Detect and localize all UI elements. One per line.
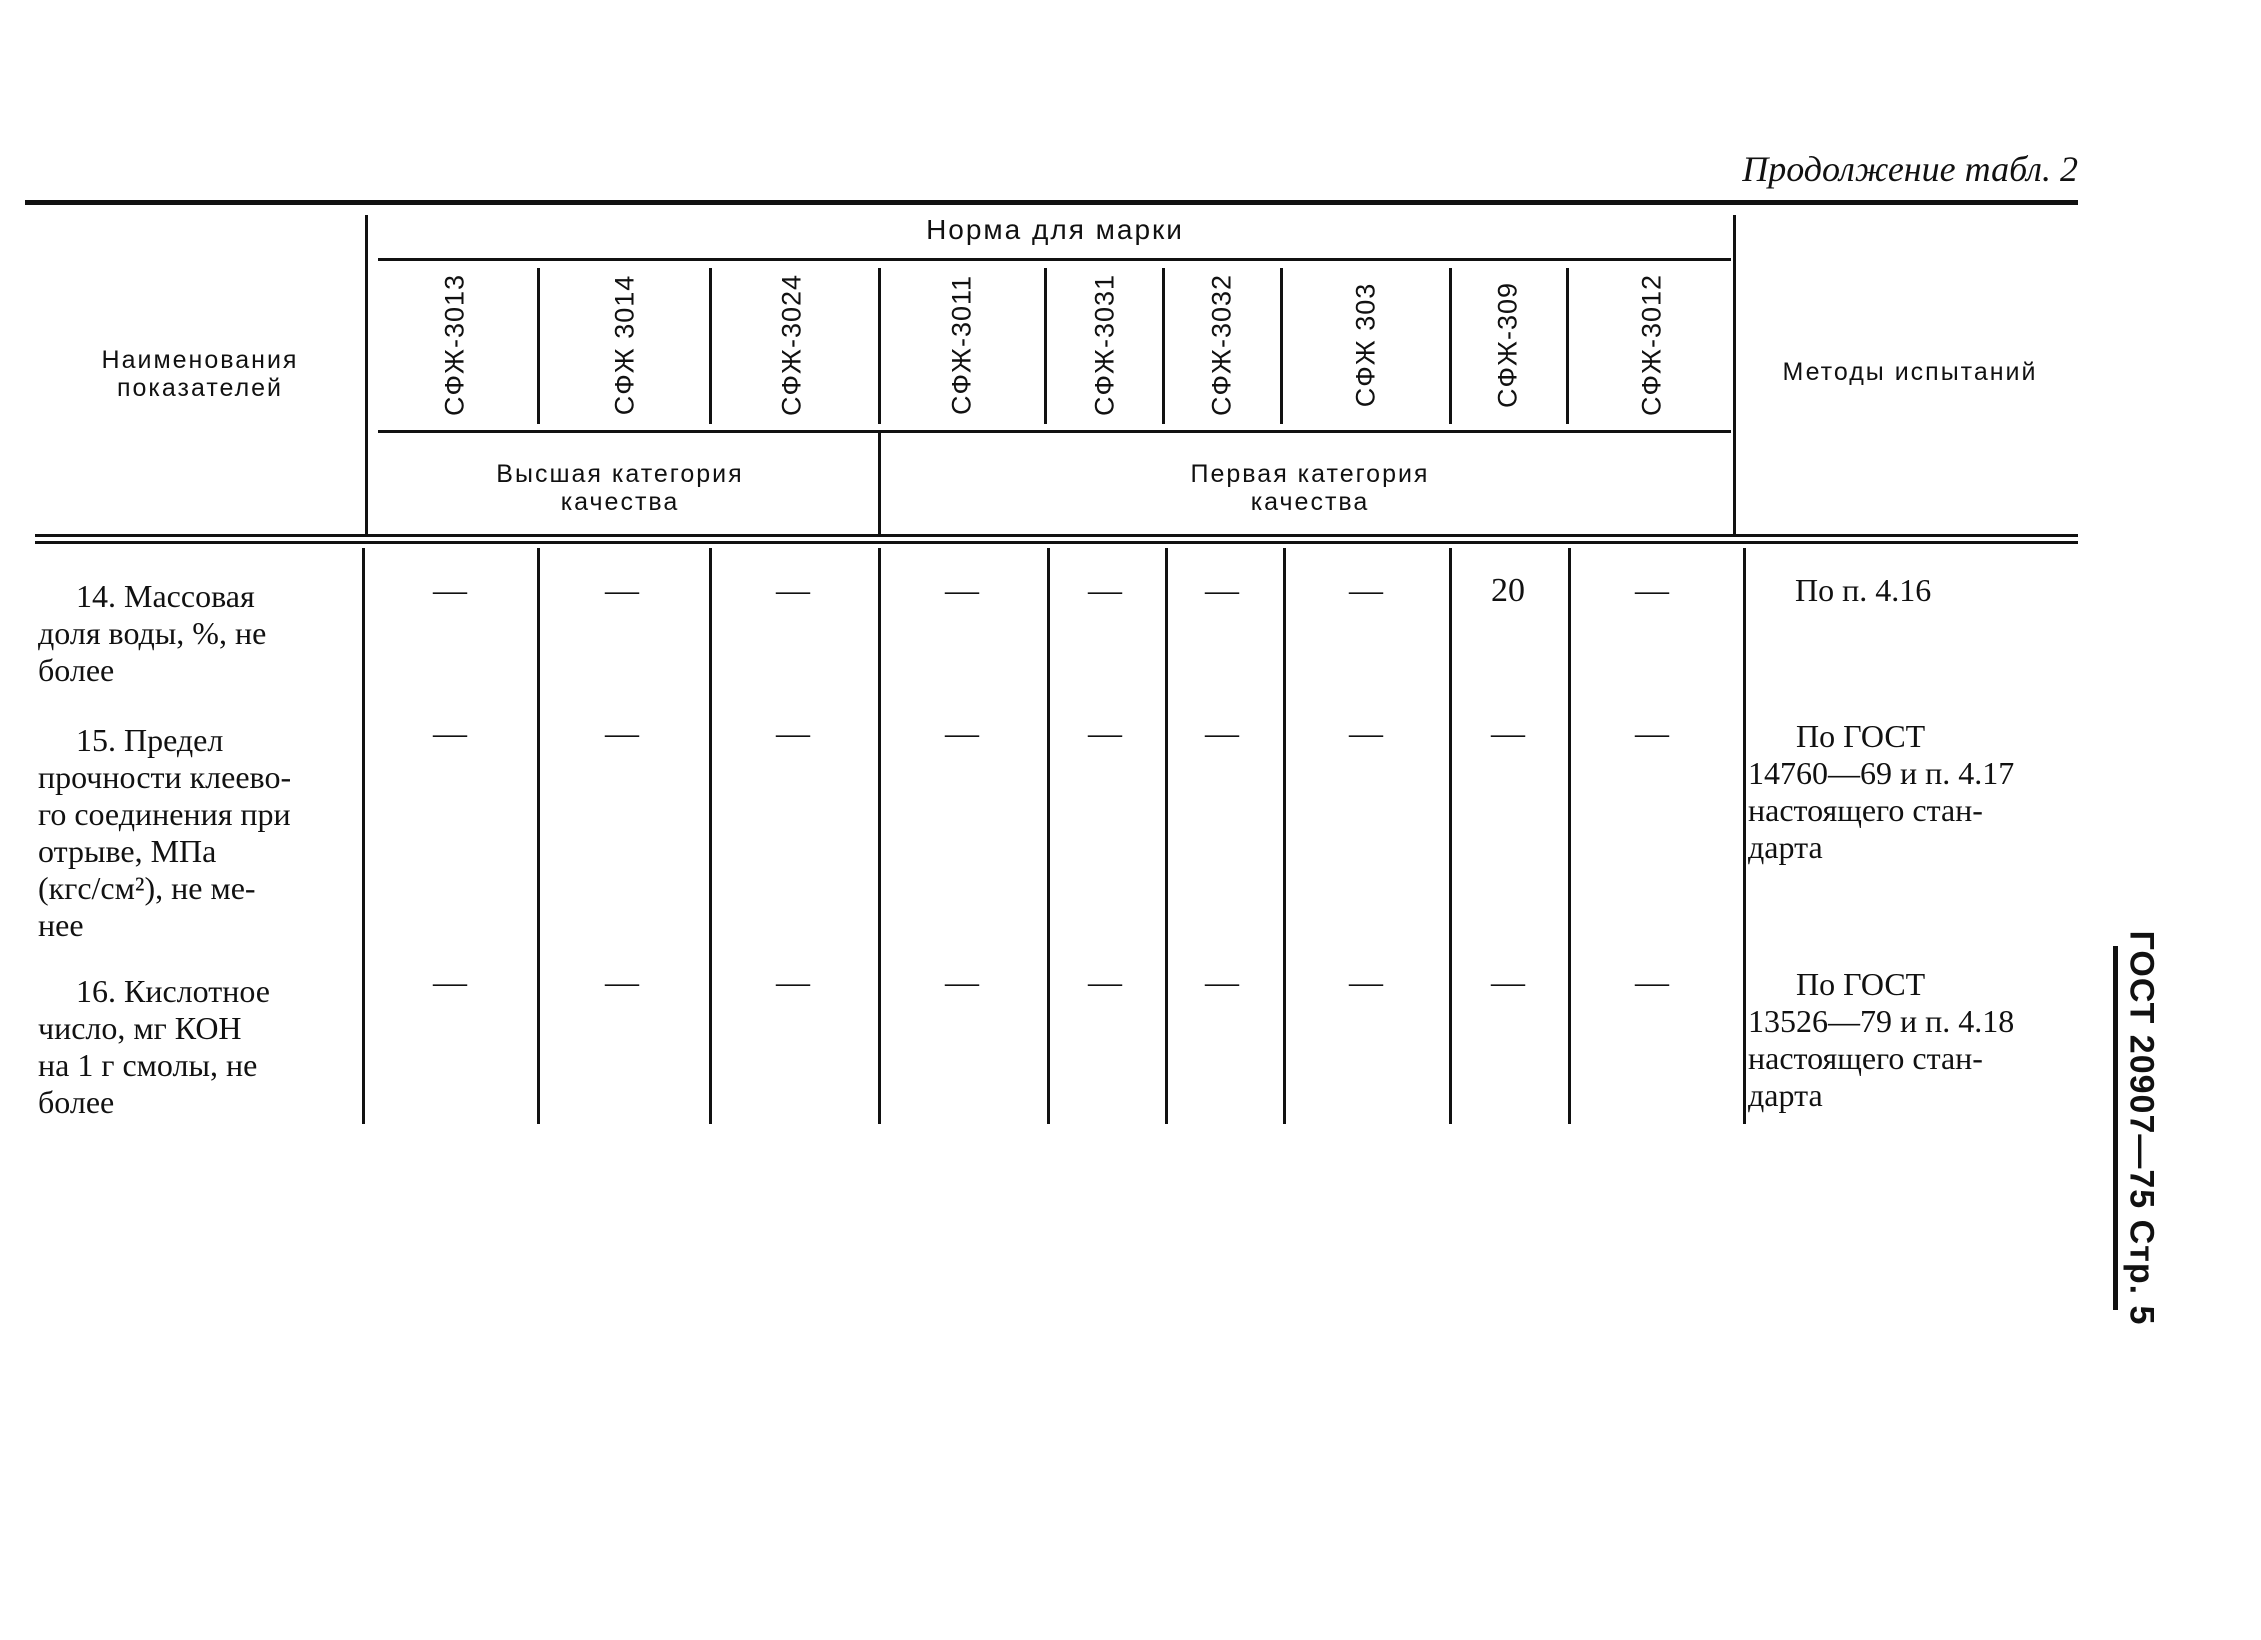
- value-text: —: [1349, 715, 1383, 752]
- param-column-header: Наименования показателей: [101, 346, 299, 402]
- body-vline-2: [709, 548, 712, 1124]
- grade-label: СФЖ-3012: [1636, 273, 1667, 417]
- row-15-method: [1748, 718, 2078, 866]
- param-line: доля воды, %, не: [38, 615, 267, 651]
- header-vline-methods: [1733, 215, 1736, 535]
- value-text: —: [945, 964, 979, 1001]
- value-text: —: [1635, 715, 1669, 752]
- param-line: 14. Массовая: [76, 578, 255, 614]
- param-line: на 1 г смолы, не: [38, 1047, 258, 1083]
- table-top-rule: [25, 200, 2078, 205]
- value-text: —: [945, 572, 979, 609]
- grade-sep-8: [1566, 268, 1569, 424]
- header-vline-category: [878, 433, 881, 535]
- param-line: (кгс/см²), не ме-: [38, 870, 256, 906]
- value-text: —: [945, 715, 979, 752]
- body-vline-3: [878, 548, 881, 1124]
- norm-header: Норма для марки: [926, 214, 1184, 245]
- header-bottom-rule-2: [35, 541, 2078, 544]
- grade-sep-6: [1280, 268, 1283, 424]
- grade-label: СФЖ-309: [1492, 282, 1523, 408]
- grade-label: СФЖ 3014: [609, 274, 640, 416]
- grade-sep-2: [709, 268, 712, 424]
- row-16-param: [38, 973, 356, 1121]
- param-line: более: [38, 1084, 115, 1120]
- method-line: 14760—69 и п. 4.17: [1748, 755, 2015, 791]
- method-line: 13526—79 и п. 4.18: [1748, 1003, 2015, 1039]
- body-vline-6: [1283, 548, 1286, 1124]
- grade-label: СФЖ-3013: [439, 273, 470, 417]
- param-line: 15. Предел: [76, 722, 224, 758]
- value-text: —: [1205, 572, 1239, 609]
- grade-sep-4: [1044, 268, 1047, 424]
- header-bottom-rule-1: [35, 534, 2078, 537]
- method-line: По п. 4.16: [1795, 572, 1932, 608]
- category-highest: Высшая категория качества: [496, 460, 744, 516]
- row-16-method: [1748, 966, 2078, 1114]
- value-text: —: [1088, 572, 1122, 609]
- param-line: число, мг КОН: [38, 1010, 242, 1046]
- value-text: —: [1635, 964, 1669, 1001]
- row-14-param: [38, 578, 356, 689]
- body-vline-5: [1165, 548, 1168, 1124]
- row-15-param: [38, 722, 356, 944]
- value-text: —: [1349, 964, 1383, 1001]
- grade-label: СФЖ 303: [1350, 282, 1381, 408]
- method-line: настоящего стан-: [1748, 1040, 1983, 1076]
- value-text: —: [433, 572, 467, 609]
- body-vline-7: [1449, 548, 1452, 1124]
- method-line: дарта: [1748, 829, 1823, 865]
- value-text: —: [605, 572, 639, 609]
- value-text: —: [1349, 572, 1383, 609]
- param-line: отрыве, МПа: [38, 833, 217, 869]
- body-vline-9: [1743, 548, 1746, 1124]
- param-line: го соединения при: [38, 796, 291, 832]
- grade-sep-7: [1449, 268, 1452, 424]
- grades-top-rule: [378, 258, 1731, 261]
- value-text: —: [776, 964, 810, 1001]
- param-line: прочности клеево-: [38, 759, 292, 795]
- body-vline-0: [362, 548, 365, 1124]
- value-text: —: [776, 715, 810, 752]
- method-line: По ГОСТ: [1796, 966, 1926, 1002]
- body-vline-4: [1047, 548, 1050, 1124]
- value-text: —: [1205, 964, 1239, 1001]
- value-text: —: [1088, 964, 1122, 1001]
- method-line: По ГОСТ: [1796, 718, 1926, 754]
- value-text: —: [776, 572, 810, 609]
- method-line: настоящего стан-: [1748, 792, 1983, 828]
- body-vline-8: [1568, 548, 1571, 1124]
- sidebar-rule: [2113, 946, 2118, 1310]
- value-text: —: [1491, 715, 1525, 752]
- category-first: Первая категория качества: [1190, 460, 1430, 516]
- value-text: —: [433, 964, 467, 1001]
- grade-label: СФЖ-3032: [1206, 273, 1237, 417]
- value-text: —: [1205, 715, 1239, 752]
- value-text: —: [433, 715, 467, 752]
- table-caption: Продолжение табл. 2: [1742, 149, 2078, 189]
- value-text: —: [1635, 572, 1669, 609]
- param-line: 16. Кислотное: [76, 973, 270, 1009]
- value-text: —: [1491, 964, 1525, 1001]
- grade-label: СФЖ-3011: [946, 274, 977, 416]
- value-text: 20: [1491, 572, 1525, 609]
- param-line: нее: [38, 907, 84, 943]
- body-vline-1: [537, 548, 540, 1124]
- methods-header: Методы испытаний: [1782, 358, 2038, 386]
- value-text: —: [605, 964, 639, 1001]
- grade-label: СФЖ-3031: [1089, 273, 1120, 417]
- value-text: —: [1088, 715, 1122, 752]
- method-line: дарта: [1748, 1077, 1823, 1113]
- grades-bottom-rule: [378, 430, 1731, 433]
- grade-sep-3: [878, 268, 881, 424]
- grade-label: СФЖ-3024: [776, 273, 807, 417]
- grade-sep-1: [537, 268, 540, 424]
- row-14-method: [1795, 572, 2125, 609]
- header-vline-param: [365, 215, 368, 535]
- grade-sep-5: [1162, 268, 1165, 424]
- param-line: более: [38, 652, 115, 688]
- value-text: —: [605, 715, 639, 752]
